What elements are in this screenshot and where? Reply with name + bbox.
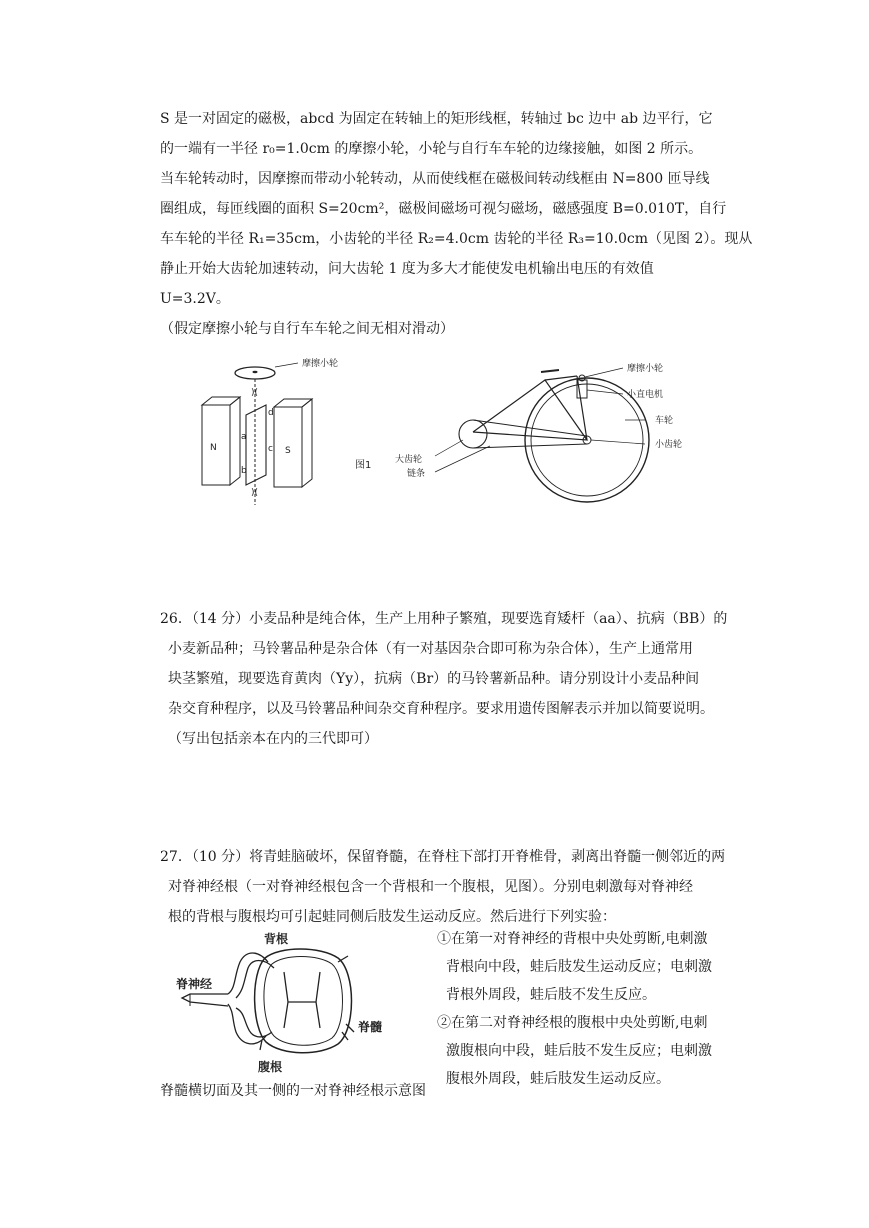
fig2-generator-label: 小直电机 <box>627 390 664 400</box>
q25-line: 当车轮转动时，因摩擦而带动小轮转动，从而使线框在磁极间转动线框由 N=800 匝导线 <box>160 171 710 187</box>
fig1-b-label: b <box>241 466 247 476</box>
experiment-line: ①在第一对脊神经的背根中央处剪断,电刺激 <box>437 931 708 947</box>
fig2-wheel-label: 车轮 <box>655 416 674 426</box>
fig2-small-gear-label: 小齿轮 <box>655 440 683 450</box>
fig1-n-label: N <box>210 443 217 453</box>
q26-line: （写出包括亲本在内的三代即可） <box>168 731 378 747</box>
fig2-friction-label: 摩擦小轮 <box>627 364 664 374</box>
q25-line: 车车轮的半径 R₁=35cm，小齿轮的半径 R₂=4.0cm 齿轮的半径 R₃=10.0cm（见图 2）。现从 <box>160 231 753 247</box>
q25-text <box>160 104 753 344</box>
q27-line: 27．（10 分）将青蛙脑破坏，保留脊髓，在脊柱下部打开脊椎骨，剥离出脊髓一侧邻近的两 <box>160 849 726 865</box>
fig1-caption: 图1 <box>355 460 372 471</box>
q27-text <box>160 842 740 932</box>
bicycle-figure <box>355 360 735 520</box>
q25-line: （假定摩擦小轮与自行车车轮之间无相对滑动） <box>160 321 454 337</box>
experiment-line: 腹根外周段，蛙后肢发生运动反应。 <box>446 1071 670 1087</box>
q26-line: 杂交育种程序，以及马铃薯品种间杂交育种程序。要求用遗传图解表示并加以简要说明。 <box>168 701 714 717</box>
spinal-figure-caption: 脊髓横切面及其一侧的一对脊神经根示意图 <box>160 1083 426 1099</box>
fig1-d-label: d <box>268 408 274 418</box>
q25-line: 的一端有一半径 r₀=1.0cm 的摩擦小轮，小轮与自行车车轮的边缘接触，如图 2 所示。 <box>160 141 703 157</box>
q27-line: 对脊神经根（一对脊神经根包含一个背根和一个腹根，见图）。分别电刺激每对脊神经 <box>168 879 693 895</box>
q27-line: 根的背根与腹根均可引起蛙同侧后肢发生运动反应。然后进行下列实验： <box>168 909 616 925</box>
dorsal-root-label: 背根 <box>264 932 289 946</box>
fig2-chain-label: 链条 <box>407 469 426 479</box>
fig2-big-gear-label: 大齿轮 <box>395 455 423 465</box>
svg-text:)(: )( <box>251 488 259 498</box>
spinal-nerve-label: 脊神经 <box>176 977 213 991</box>
fig1-c-label: c <box>268 444 273 454</box>
q25-line: S 是一对固定的磁极，abcd 为固定在转轴上的矩形线框，转轴过 bc 边中 ab 边平行，它 <box>160 111 713 127</box>
fig1-a-label: a <box>241 432 247 442</box>
experiment-line: 背根外周段，蛙后肢不发生反应。 <box>446 987 656 1003</box>
q26-line: 26．（14 分）小麦品种是纯合体，生产上用种子繁殖，现要选育矮杆（aa）、抗病（BB）的 <box>160 611 728 627</box>
svg-text:)(: )( <box>251 388 259 398</box>
q26-line: 小麦新品种；马铃薯品种是杂合体（有一对基因杂合即可称为杂合体），生产上通常用 <box>168 641 693 657</box>
q27-experiments <box>437 925 747 1093</box>
q26-line: 块茎繁殖，现要选育黄肉（Yy），抗病（Br）的马铃薯新品种。请分别设计小麦品种间 <box>168 671 700 687</box>
experiment-line: 背根向中段，蛙后肢发生运动反应；电刺激 <box>446 959 712 975</box>
experiment-line: ②在第二对脊神经根的腹根中央处剪断,电刺 <box>437 1015 708 1031</box>
generator-figure <box>190 355 365 515</box>
experiment-line: 激腹根向中段，蛙后肢不发生反应；电刺激 <box>446 1043 712 1059</box>
spinal-cord-label: 脊髓 <box>358 1020 383 1034</box>
fig1-wheel-label: 摩擦小轮 <box>302 359 339 369</box>
big-gear-shape <box>459 420 487 448</box>
fig1-s-label: S <box>285 446 291 456</box>
q26-text <box>160 604 740 754</box>
q25-line: U=3.2V。 <box>160 291 230 307</box>
ventral-root-label: 腹根 <box>258 1060 283 1074</box>
q25-line: 圈组成，每匝线圈的面积 S=20cm²，磁极间磁场可视匀磁场，磁感强度 B=0.010T，自行 <box>160 201 727 217</box>
q25-line: 静止开始大齿轮加速转动，问大齿轮 1 度为多大才能使发电机输出电压的有效值 <box>160 261 654 277</box>
spinal-cord-figure <box>170 928 410 1078</box>
